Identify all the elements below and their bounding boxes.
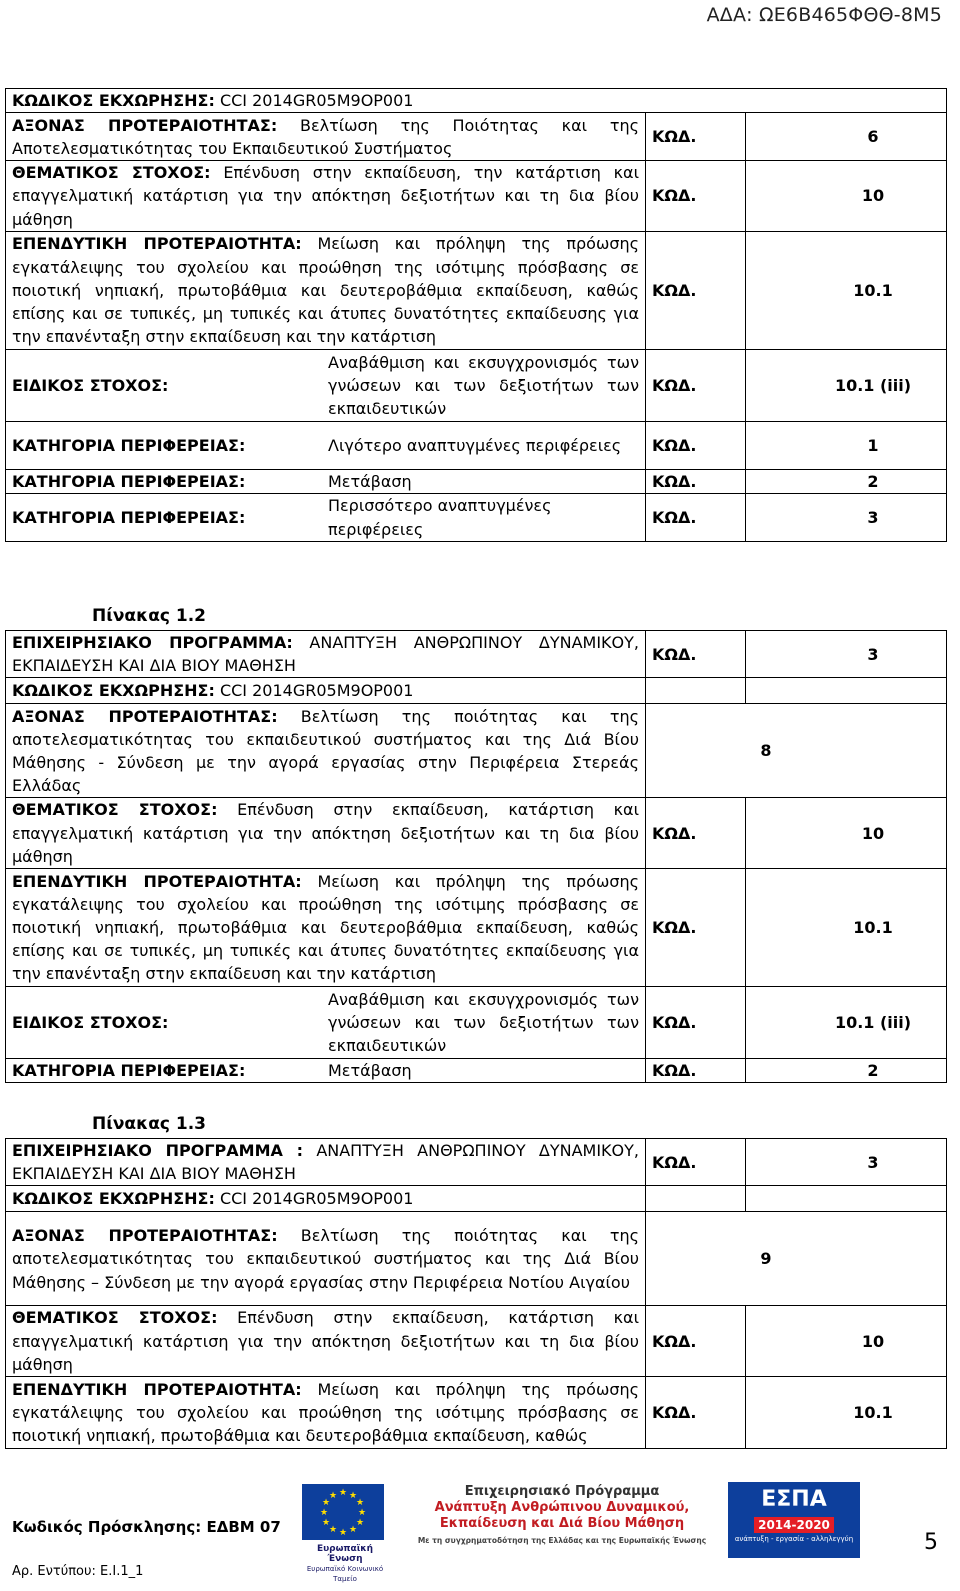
row-text: Μετάβαση bbox=[328, 1061, 412, 1081]
row-label: ΚΑΤΗΓΟΡΙΑ ΠΕΡΙΦΕΡΕΙΑΣ: bbox=[12, 435, 246, 455]
code-label: ΚΩΔ. bbox=[646, 231, 746, 349]
code-label: ΚΩΔ. bbox=[646, 1306, 746, 1377]
op-cofinancing: Με τη συγχρηματοδότηση της Ελλάδας και της Ευρωπαϊκής Ένωσης bbox=[417, 1536, 707, 1545]
row-label: ΕΠΕΝΔΥΤΙΚΗ ΠΡΟΤΕΡΑΙΟΤΗΤΑ: bbox=[12, 1379, 302, 1399]
code-label: ΚΩΔ. bbox=[646, 1377, 746, 1449]
espa-sub: ανάπτυξη - εργασία - αλληλεγγύη bbox=[734, 1535, 854, 1543]
table-3-caption: Πίνακας 1.3 bbox=[92, 1114, 206, 1134]
page-number: 5 bbox=[924, 1530, 938, 1555]
row-text: Μείωση και πρόληψη της πρόωσης εγκατάλειψης του σχολείου και προώθηση της ισότιμης πρόσβασης σε ποιοτική νηπιακή, πρωτοβάθμια και δευτεροβάθμια εκπαίδευση, καθώς επίσης και σε τυπικές, μη τυπικές και άτυπες δυνατότητες εκπαίδευσης για την επανένταξη στην εκπαίδευση και την κατάρτιση bbox=[12, 234, 640, 347]
table-row bbox=[6, 349, 947, 421]
svg-text:★: ★ bbox=[338, 1528, 348, 1538]
eu-stars-icon bbox=[302, 1484, 384, 1540]
code-value: 3 bbox=[746, 494, 947, 542]
svg-text:★: ★ bbox=[355, 1518, 365, 1528]
row-label: ΚΩΔΙΚΟΣ ΕΚΧΩΡΗΣΗΣ: bbox=[12, 1189, 215, 1209]
code-value: 6 bbox=[746, 113, 947, 161]
row-label: ΘΕΜΑΤΙΚΟΣ ΣΤΟΧΟΣ: bbox=[12, 1308, 218, 1328]
eu-label bbox=[300, 1544, 390, 1584]
svg-text:★: ★ bbox=[357, 1508, 367, 1518]
table-2-caption: Πίνακας 1.2 bbox=[92, 606, 206, 626]
code-value: 10.1 bbox=[746, 869, 947, 987]
table-row bbox=[6, 469, 947, 493]
row-text: Μείωση και πρόληψη της πρόωσης εγκατάλειψης του σχολείου και προώθηση της ισότιμης πρόσβασης σε ποιοτική νηπιακή, πρωτοβάθμια και δευτεροβάθμια εκπαίδευση, καθώς επίσης και σε τυπικές, μη τυπικές και άτυπες δυνατότητες εκπαίδευσης για την επανένταξη στην εκπαίδευση και την κατάρτιση bbox=[12, 871, 640, 984]
code-label: ΚΩΔ. bbox=[646, 631, 746, 678]
code-value: 1 bbox=[746, 421, 947, 469]
code-value: 2 bbox=[746, 1059, 947, 1083]
table-row bbox=[6, 631, 947, 678]
code-value: 10 bbox=[746, 161, 947, 232]
form-ref: Αρ. Εντύπου: Ε.Ι.1_1 bbox=[12, 1564, 144, 1579]
code-value: 2 bbox=[746, 469, 947, 493]
svg-text:★: ★ bbox=[328, 1525, 338, 1535]
code-label: ΚΩΔ. bbox=[646, 1059, 746, 1083]
table-row bbox=[6, 798, 947, 869]
row-text: Περισσότερο αναπτυγμένες περιφέρειες bbox=[328, 496, 552, 539]
code-label: ΚΩΔ. bbox=[646, 469, 746, 493]
espa-name: ΕΣΠΑ bbox=[761, 1487, 827, 1512]
svg-text:★: ★ bbox=[355, 1498, 365, 1508]
row-text: Λιγότερο αναπτυγμένες περιφέρειες bbox=[328, 435, 622, 455]
op-title: Επιχειρησιακό Πρόγραμμα bbox=[464, 1484, 660, 1499]
table-3 bbox=[5, 1138, 947, 1449]
code-value: 8 bbox=[646, 704, 947, 798]
row-label: ΑΞΟΝΑΣ ΠΡΟΤΕΡΑΙΟΤΗΤΑΣ: bbox=[12, 115, 278, 135]
table-row bbox=[6, 1306, 947, 1377]
row-label: ΕΙΔΙΚΟΣ ΣΤΟΧΟΣ: bbox=[12, 1012, 169, 1032]
svg-text:★: ★ bbox=[319, 1508, 329, 1518]
row-label: ΚΩΔΙΚΟΣ ΕΚΧΩΡΗΣΗΣ: bbox=[12, 91, 215, 110]
row-label: ΘΕΜΑΤΙΚΟΣ ΣΤΟΧΟΣ: bbox=[12, 163, 211, 183]
code-label: ΚΩΔ. bbox=[646, 161, 746, 232]
table-row bbox=[6, 231, 947, 349]
svg-text:★: ★ bbox=[348, 1491, 358, 1501]
row-label: ΕΠΙΧΕΙΡΗΣΙΑΚΟ ΠΡΟΓΡΑΜΜΑ: bbox=[12, 633, 293, 652]
svg-text:★: ★ bbox=[348, 1525, 358, 1535]
table-row bbox=[6, 89, 947, 113]
row-text: Μετάβαση bbox=[328, 471, 412, 491]
eu-fund: Ευρωπαϊκό Κοινωνικό Ταμείο bbox=[306, 1565, 384, 1583]
row-label: ΕΙΔΙΚΟΣ ΣΤΟΧΟΣ: bbox=[12, 375, 169, 395]
espa-logo bbox=[728, 1482, 860, 1558]
code-value: 3 bbox=[746, 1139, 947, 1186]
row-text: Αναβάθμιση και εκσυγχρονισμός των γνώσεων και των δεξιοτήτων των εκπαιδευτικών bbox=[328, 352, 639, 418]
row-text: CCI 2014GR05M9OP001 bbox=[214, 681, 414, 701]
table-row bbox=[6, 678, 947, 704]
svg-text:★: ★ bbox=[338, 1488, 348, 1498]
row-text: Βελτίωση της Ποιότητας και της Αποτελεσματικότητας του Εκπαιδευτικού Συστήματος bbox=[12, 115, 639, 158]
table-row bbox=[6, 1139, 947, 1186]
row-label: ΚΑΤΗΓΟΡΙΑ ΠΕΡΙΦΕΡΕΙΑΣ: bbox=[12, 471, 246, 491]
row-text: Επένδυση στην εκπαίδευση, κατάρτιση και επαγγελματική κατάρτιση για την απόκτηση δεξιοτήτων και τη δια βίου μάθηση bbox=[12, 1308, 639, 1374]
table-row bbox=[6, 494, 947, 542]
row-text: ΑΝΑΠΤΥΞΗ ΑΝΘΡΩΠΙΝΟΥ ΔΥΝΑΜΙΚΟΥ, ΕΚΠΑΙΔΕΥΣΗ ΚΑΙ ΔΙΑ ΒΙΟΥ ΜΑΘΗΣΗ bbox=[12, 1141, 640, 1184]
code-value: 9 bbox=[646, 1212, 947, 1306]
code-value: 10 bbox=[746, 798, 947, 869]
table-row bbox=[6, 161, 947, 232]
svg-text:★: ★ bbox=[321, 1498, 331, 1508]
row-label: ΕΠΕΝΔΥΤΙΚΗ ΠΡΟΤΕΡΑΙΟΤΗΤΑ: bbox=[12, 234, 302, 254]
code-label: ΚΩΔ. bbox=[646, 987, 746, 1059]
row-label: ΑΞΟΝΑΣ ΠΡΟΤΕΡΑΙΟΤΗΤΑΣ: bbox=[12, 706, 278, 726]
op-line-2: Εκπαίδευση και Διά Βίου Μάθηση bbox=[439, 1516, 685, 1531]
row-text: Επένδυση στην εκπαίδευση, κατάρτιση και επαγγελματική κατάρτιση για την απόκτηση δεξιοτήτων και τη δια βίου μάθηση bbox=[12, 800, 639, 866]
code-value: 10.1 (iii) bbox=[746, 349, 947, 421]
row-text: Αναβάθμιση και εκσυγχρονισμός των γνώσεων και των δεξιοτήτων των εκπαιδευτικών bbox=[328, 989, 639, 1056]
table-row bbox=[6, 869, 947, 987]
row-label: ΚΑΤΗΓΟΡΙΑ ΠΕΡΙΦΕΡΕΙΑΣ: bbox=[12, 507, 246, 527]
code-label: ΚΩΔ. bbox=[646, 421, 746, 469]
op-logo bbox=[408, 1480, 716, 1572]
row-label: ΘΕΜΑΤΙΚΟΣ ΣΤΟΧΟΣ: bbox=[12, 800, 218, 820]
code-value: 10.1 bbox=[746, 231, 947, 349]
ada-code: ΑΔΑ: ΩΕ6Β465ΦΘΘ-8Μ5 bbox=[706, 4, 942, 26]
row-text: Βελτίωση της ποιότητας και της αποτελεσματικότητας του εκπαιδευτικού συστήματος και της Διά Βίου Μάθησης - Σύνδεση με την αγορά εργασίας στην Περιφέρεια Στερεάς Ελλάδας bbox=[12, 706, 640, 796]
eu-flag-logo bbox=[302, 1484, 384, 1540]
code-value: 10.1 (iii) bbox=[746, 987, 947, 1059]
table-row bbox=[6, 987, 947, 1059]
espa-years: 2014-2020 bbox=[754, 1517, 834, 1533]
table-row bbox=[6, 1059, 947, 1083]
row-label: ΑΞΟΝΑΣ ΠΡΟΤΕΡΑΙΟΤΗΤΑΣ: bbox=[12, 1226, 278, 1246]
row-text: Μείωση και πρόληψη της πρόωσης εγκατάλειψης του σχολείου και προώθηση της ισότιμης πρόσβασης σε ποιοτική νηπιακή, πρωτοβάθμια και δευτεροβάθμια εκπαίδευση, καθώς bbox=[12, 1379, 640, 1446]
code-label: ΚΩΔ. bbox=[646, 349, 746, 421]
row-label: ΚΩΔΙΚΟΣ ΕΚΧΩΡΗΣΗΣ: bbox=[12, 681, 215, 701]
code-value: 10 bbox=[746, 1306, 947, 1377]
table-row bbox=[6, 1212, 947, 1306]
row-text: ΑΝΑΠΤΥΞΗ ΑΝΘΡΩΠΙΝΟΥ ΔΥΝΑΜΙΚΟΥ, ΕΚΠΑΙΔΕΥΣΗ ΚΑΙ ΔΙΑ ΒΙΟΥ ΜΑΘΗΣΗ bbox=[12, 633, 639, 676]
row-text: CCI 2014GR05M9OP001 bbox=[214, 91, 414, 110]
table-row bbox=[6, 421, 947, 469]
code-value: 10.1 bbox=[746, 1377, 947, 1449]
code-label: ΚΩΔ. bbox=[646, 798, 746, 869]
table-1 bbox=[5, 88, 947, 542]
table-row bbox=[6, 704, 947, 798]
code-value: 3 bbox=[746, 631, 947, 678]
row-label: ΕΠΕΝΔΥΤΙΚΗ ΠΡΟΤΕΡΑΙΟΤΗΤΑ: bbox=[12, 871, 302, 891]
call-code: Κωδικός Πρόσκλησης: ΕΔΒΜ 07 bbox=[12, 1518, 281, 1536]
row-text: CCI 2014GR05M9OP001 bbox=[214, 1189, 414, 1209]
table-2 bbox=[5, 630, 947, 1083]
table-row bbox=[6, 113, 947, 161]
code-label: ΚΩΔ. bbox=[646, 1139, 746, 1186]
row-label: ΕΠΙΧΕΙΡΗΣΙΑΚΟ ΠΡΟΓΡΑΜΜΑ : bbox=[12, 1141, 304, 1160]
svg-text:★: ★ bbox=[321, 1518, 331, 1528]
eu-name: Ευρωπαϊκή Ένωση bbox=[316, 1544, 374, 1564]
row-label: ΚΑΤΗΓΟΡΙΑ ΠΕΡΙΦΕΡΕΙΑΣ: bbox=[12, 1061, 246, 1081]
table-row bbox=[6, 1377, 947, 1449]
op-line-1: Ανάπτυξη Ανθρώπινου Δυναμικού, bbox=[434, 1500, 690, 1515]
table-row bbox=[6, 1186, 947, 1212]
code-label: ΚΩΔ. bbox=[646, 869, 746, 987]
row-text: Βελτίωση της ποιότητας και της αποτελεσματικότητας του εκπαιδευτικού συστήματος και της Διά Βίου Μάθησης – Σύνδεση με την αγορά εργασίας στην Περιφέρεια Νοτίου Αιγαίου bbox=[12, 1226, 640, 1292]
row-text: Επένδυση στην εκπαίδευση, την κατάρτιση και επαγγελματική κατάρτιση για την απόκτηση δεξιοτήτων και τη δια βίου μάθηση bbox=[12, 163, 640, 229]
svg-text:★: ★ bbox=[328, 1491, 338, 1501]
code-label: ΚΩΔ. bbox=[646, 113, 746, 161]
code-label: ΚΩΔ. bbox=[646, 494, 746, 542]
